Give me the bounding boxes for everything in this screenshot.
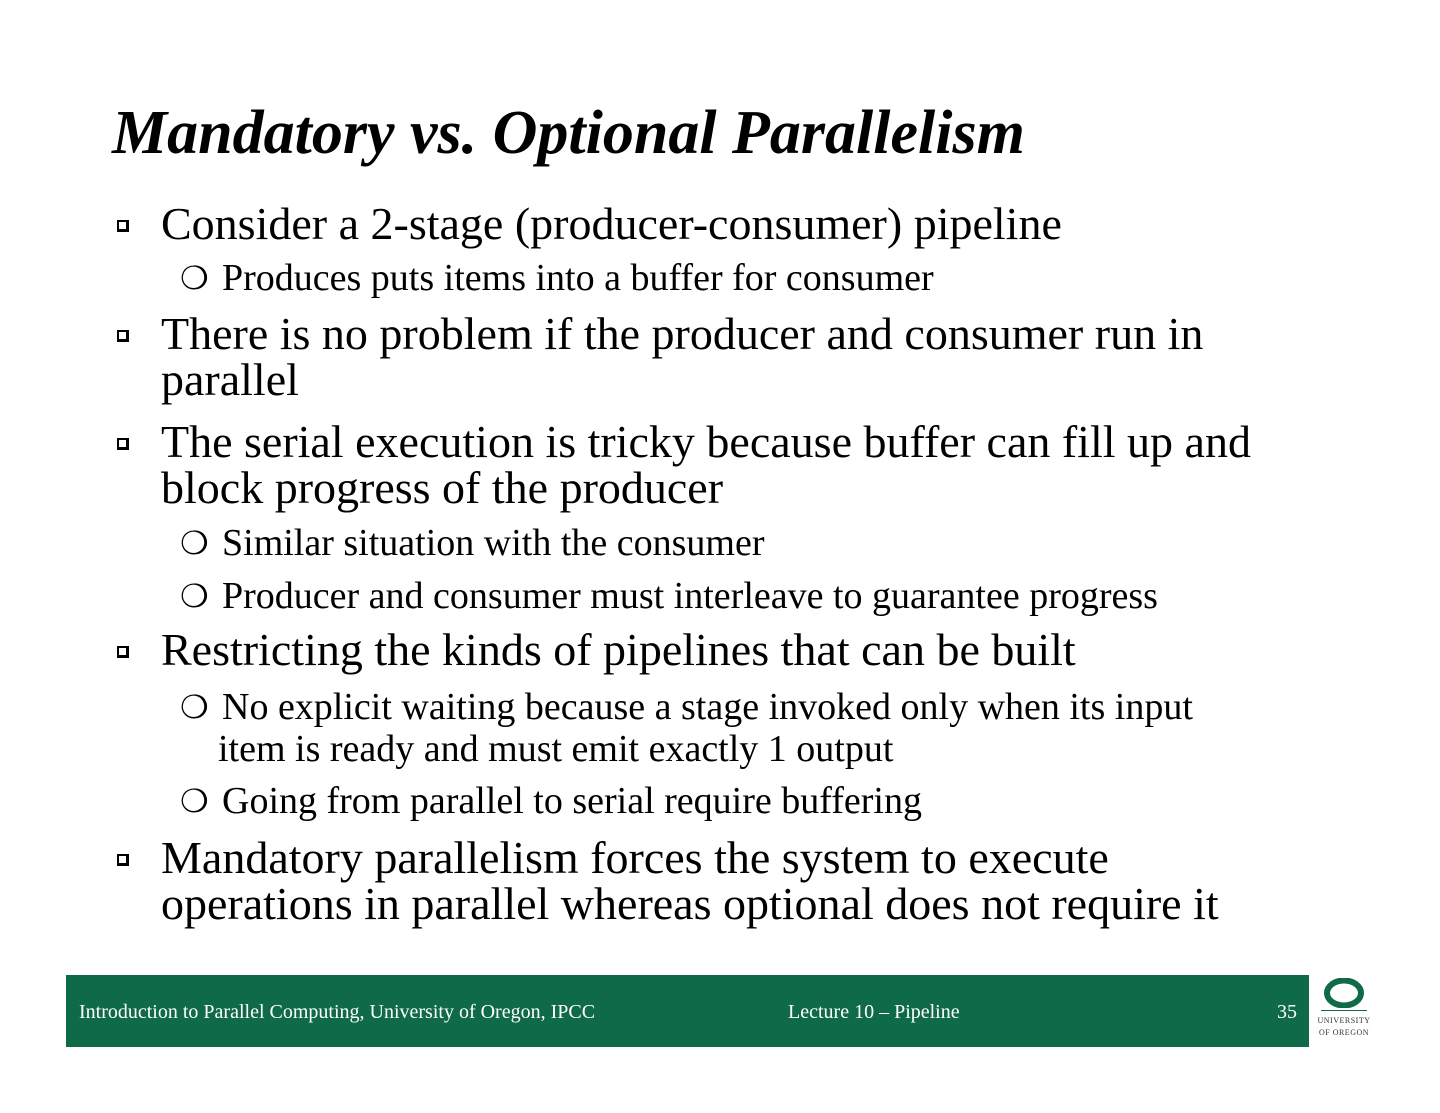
sub-bullet-text: item is ready and must emit exactly 1 output	[218, 728, 894, 770]
sub-bullet-text: Producer and consumer must interleave to guarantee progress	[222, 575, 1158, 617]
hollow-circle-bullet-icon: ❍	[180, 525, 209, 561]
logo-divider	[1321, 1010, 1367, 1011]
sub-bullet-text: Similar situation with the consumer	[222, 522, 765, 564]
hollow-circle-bullet-icon: ❍	[180, 783, 209, 819]
bullet-text: There is no problem if the producer and consumer run in	[161, 308, 1204, 359]
bullet-text: The serial execution is tricky because buffer can fill up and	[161, 416, 1251, 467]
oregon-o-icon	[1324, 978, 1364, 1008]
slide-title: Mandatory vs. Optional Parallelism	[112, 99, 1025, 167]
bullet-text: Restricting the kinds of pipelines that can be built	[161, 624, 1076, 675]
square-bullet-icon	[117, 438, 129, 450]
bullet-text: Mandatory parallelism forces the system to execute	[161, 832, 1109, 883]
bullet-text: Consider a 2-stage (producer-consumer) pipeline	[161, 198, 1062, 249]
hollow-circle-bullet-icon: ❍	[180, 578, 209, 614]
sub-bullet-text: No explicit waiting because a stage invoked only when its input	[222, 686, 1193, 728]
logo-text-university: UNIVERSITY	[1317, 1016, 1371, 1025]
square-bullet-icon	[117, 330, 129, 342]
sub-bullet-text: Going from parallel to serial require buffering	[222, 780, 922, 822]
hollow-circle-bullet-icon: ❍	[180, 260, 209, 296]
footer-course-title: Introduction to Parallel Computing, University of Oregon, IPCC	[79, 1001, 596, 1023]
bullet-item	[161, 198, 1062, 249]
square-bullet-icon	[117, 646, 129, 658]
bullet-item	[161, 624, 1076, 675]
footer-bar	[66, 975, 1309, 1047]
square-bullet-icon	[117, 854, 129, 866]
hollow-circle-bullet-icon: ❍	[180, 689, 209, 725]
bullet-item	[161, 308, 1204, 405]
logo-text-of-oregon: OF OREGON	[1318, 1028, 1370, 1037]
bullet-text: parallel	[161, 354, 299, 405]
university-of-oregon-logo	[1312, 975, 1376, 1047]
sub-bullet-item	[180, 686, 1193, 770]
bullet-text: operations in parallel whereas optional does not require it	[161, 878, 1219, 929]
bullet-text: block progress of the producer	[161, 462, 724, 513]
footer-lecture-title: Lecture 10 – Pipeline	[788, 1001, 960, 1023]
bullet-item	[161, 416, 1251, 513]
sub-bullet-item	[180, 780, 922, 822]
page-number: 35	[1277, 1001, 1297, 1023]
square-bullet-icon	[117, 220, 129, 232]
sub-bullet-text: Produces puts items into a buffer for consumer	[222, 257, 934, 299]
sub-bullet-item	[180, 522, 765, 564]
sub-bullet-item	[180, 257, 934, 299]
sub-bullet-item	[180, 575, 1158, 617]
bullet-item	[161, 832, 1219, 929]
